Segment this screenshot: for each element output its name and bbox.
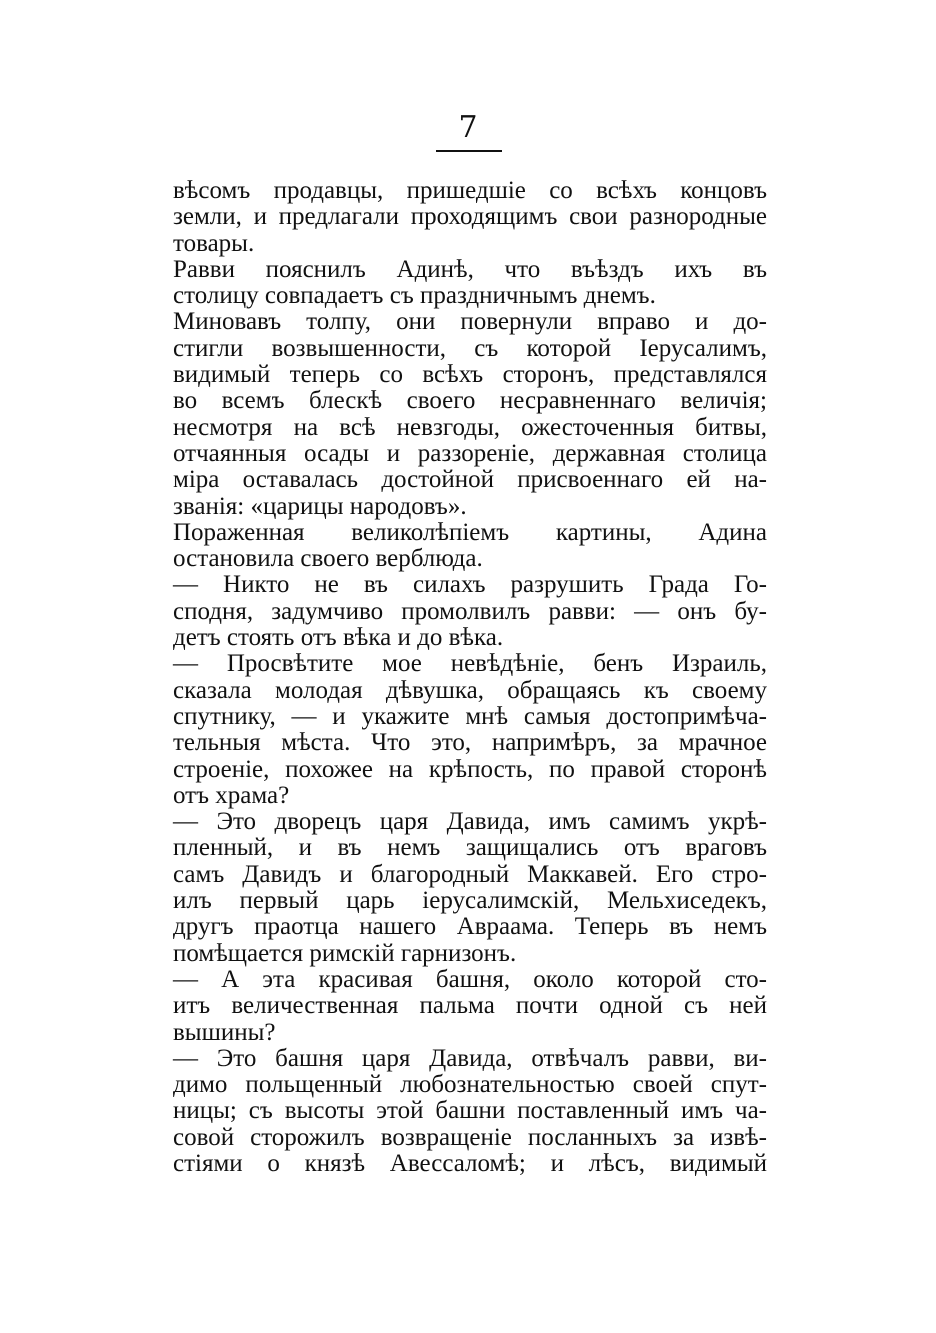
text-line: строеніе, похожее на крѣпость, по правой сторонѣ [173, 755, 767, 783]
text-line: — Это дворецъ царя Давида, имъ самимъ укрѣ- [173, 808, 767, 836]
text-line: сказала молодая дѣвушка, обращаясь къ своему [173, 676, 767, 704]
text-line: тельныя мѣста. Что это, напримѣръ, за мрачное [173, 729, 767, 757]
text-line: вѣсомъ продавцы, пришедшіе со всѣхъ концовъ [173, 177, 767, 204]
text-line: остановила своего верблюда. [173, 545, 483, 573]
text-line: несмотря на всѣ невзгоды, ожесточенныя битвы, [173, 413, 767, 441]
text-line: вышины? [173, 1018, 276, 1046]
text-line: отчаянныя осады и раззореніе, державная столица [173, 439, 767, 467]
text-line: міра оставалась достойной присвоеннаго ей на- [173, 466, 767, 494]
text-line: столицу совпадаетъ съ праздничнымъ днемъ. [173, 282, 656, 310]
text-line: стигли возвышенности, съ которой Іерусалимъ, [173, 334, 767, 362]
text-line: итъ величественная пальма почти одной съ ней [173, 992, 767, 1020]
text-line: самъ Давидъ и благородный Маккавей. Его стро- [173, 860, 767, 888]
text-line: илъ первый царь іерусалимскій, Мельхиседекъ, [173, 887, 767, 915]
text-line: Пораженная великолѣпіемъ картины, Адина [173, 518, 767, 546]
text-line: димо польщенный любознательностью своей спут- [173, 1071, 767, 1099]
text-line: спутнику, — и укажите мнѣ самыя достопримѣча- [173, 702, 767, 730]
text-line: званія: «царицы народовъ». [173, 492, 467, 520]
text-line: — А эта красивая башня, около которой сто- [173, 965, 767, 993]
text-line: Миновавъ толпу, они повернули вправо и до- [173, 308, 767, 336]
text-line: другъ праотца нашего Авраама. Теперь въ немъ [173, 913, 767, 941]
text-line: детъ стоять отъ вѣка и до вѣка. [173, 624, 504, 652]
text-line: совой сторожилъ возвращеніе посланныхъ за извѣ- [173, 1123, 767, 1151]
text-line: пленный, и въ немъ защищались отъ враговъ [173, 834, 767, 862]
text-line: во всемъ блескѣ своего несравненнаго величія; [173, 387, 767, 415]
text-line: стіями о князѣ Авессаломѣ; и лѣсъ, видимый [173, 1149, 767, 1177]
text-line: Равви пояснилъ Адинѣ, что въѣздъ ихъ въ [173, 255, 767, 283]
text-line: помѣщается римскій гарнизонъ. [173, 939, 517, 967]
text-line: земли, и предлагали проходящимъ свои разнородные [173, 203, 767, 231]
body-text [173, 178, 767, 1177]
text-line: — Просвѣтите мое невѣдѣніе, бенъ Израиль, [173, 650, 767, 678]
text-line: сподня, задумчиво промолвилъ равви: — онъ бу- [173, 597, 767, 625]
page-number-rule [436, 150, 502, 152]
text-line: товары. [173, 229, 255, 257]
text-line: видимый теперь со всѣхъ сторонъ, представлялся [173, 361, 767, 389]
text-line: — Это башня царя Давида, отвѣчалъ равви, ви- [173, 1044, 767, 1072]
text-line: отъ храма? [173, 781, 290, 809]
text-line: — Никто не въ силахъ разрушить Града Го- [173, 571, 767, 599]
page-number: 7 [458, 110, 478, 145]
text-line: ницы; съ высоты этой башни поставленный имъ ча- [173, 1097, 767, 1125]
